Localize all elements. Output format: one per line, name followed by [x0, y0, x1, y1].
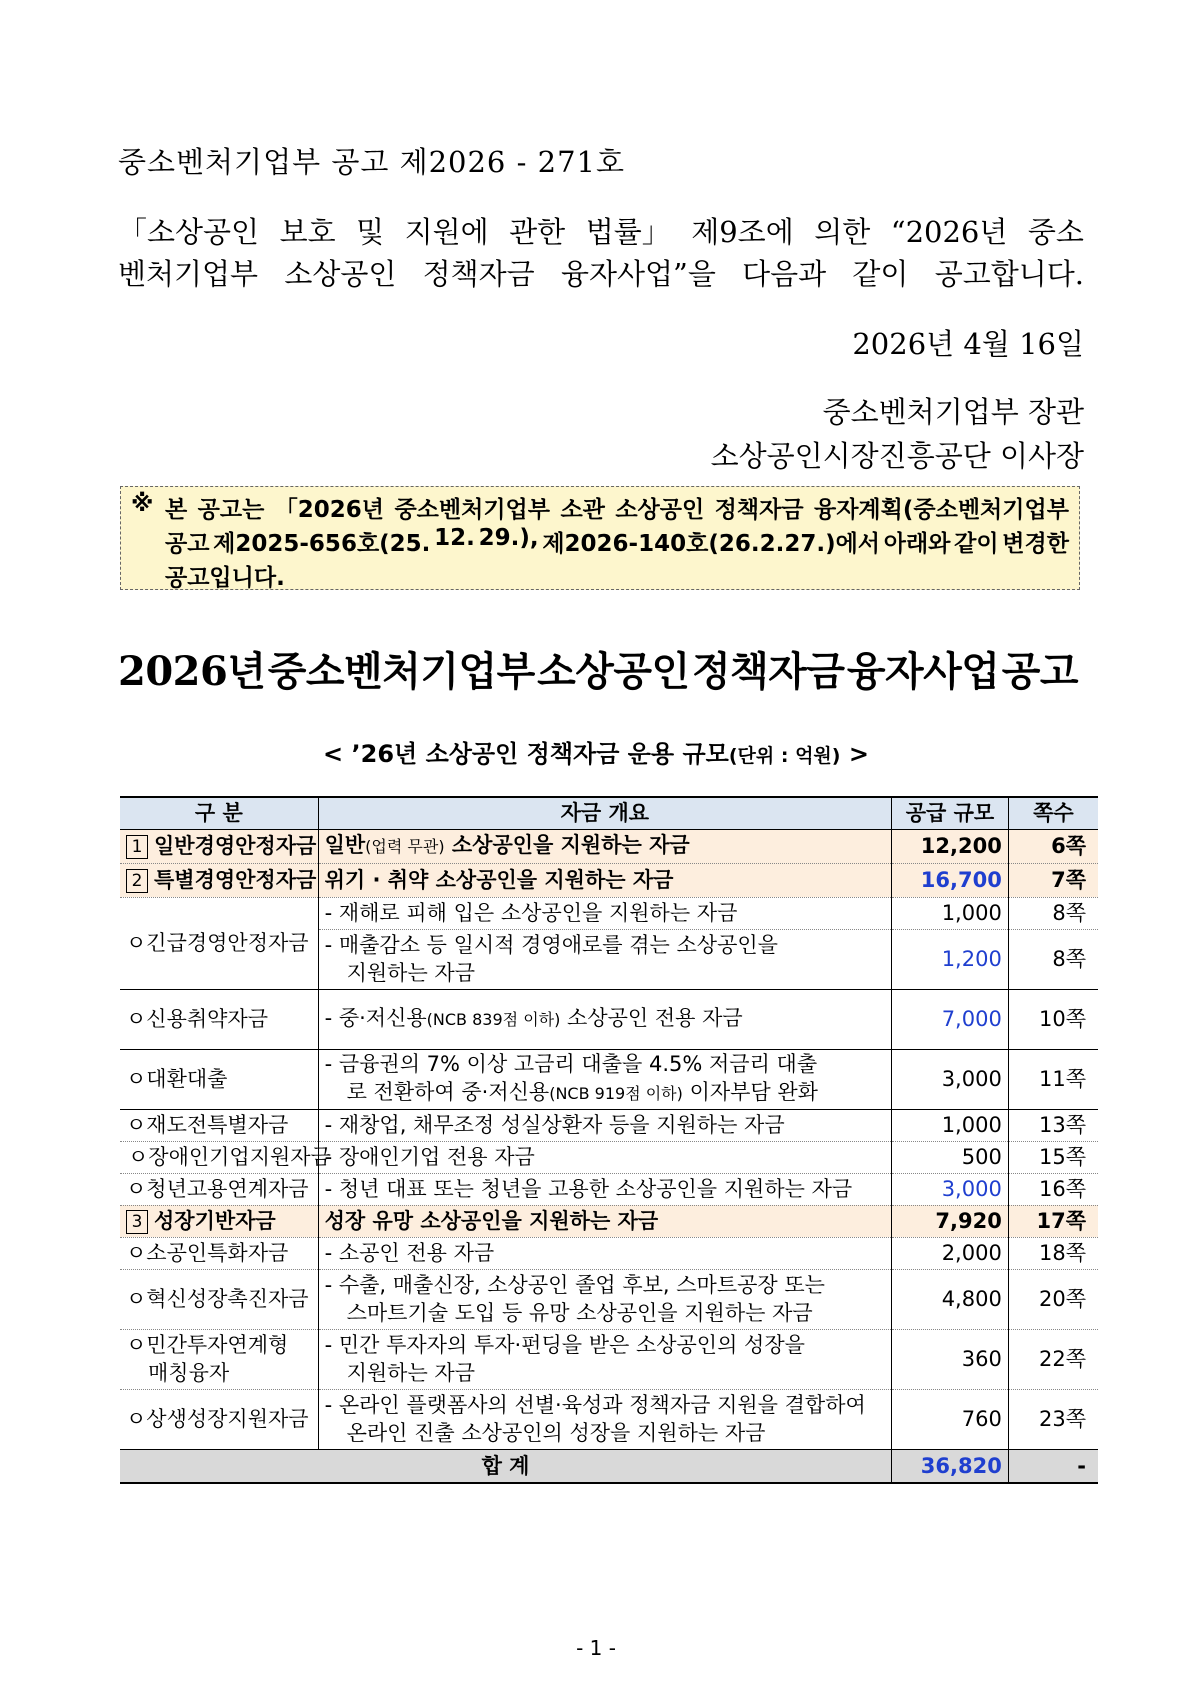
intro-word: 같이	[852, 257, 909, 291]
item-desc: - 재해로 피해 입은 소상공인을 지원하는 자금	[318, 897, 891, 929]
note-line-3: 공고입니다.	[165, 565, 285, 591]
intro-word: 의한	[814, 215, 871, 249]
note-word: 중소벤처기업부	[394, 497, 550, 523]
page-cell: 8쪽	[1008, 929, 1098, 989]
note-word: 「2026년	[274, 497, 385, 523]
intro-word: 관한	[509, 215, 566, 249]
table-row	[120, 1329, 1098, 1389]
item-desc	[318, 1049, 891, 1109]
title-word: 정책자금	[691, 648, 845, 695]
caption-text: < ’26년 소상공인 정책자금 운용 규모	[323, 740, 729, 768]
intro-line-2	[118, 252, 1084, 293]
note-word: 제2025-656호(25.	[213, 531, 431, 557]
table-row	[120, 1269, 1098, 1329]
issue-date: 2026년 4월 16일	[852, 327, 1084, 361]
amendment-note-box	[120, 486, 1080, 590]
category-name	[120, 863, 318, 897]
intro-word: 다음과	[742, 257, 827, 291]
header-overview: 자금 개요	[318, 797, 891, 829]
intro-word: 법률」	[585, 215, 671, 249]
table-row	[120, 989, 1098, 1049]
category-number: 3	[126, 1210, 148, 1234]
caption-end: >	[848, 740, 869, 768]
page-cell: 10쪽	[1008, 989, 1098, 1049]
note-word: 29.),	[478, 525, 539, 551]
table-total-row	[120, 1449, 1098, 1483]
item-name: ㅇ재도전특별자금	[120, 1109, 318, 1141]
item-desc	[318, 989, 891, 1049]
intro-word: 소상공인	[284, 257, 397, 291]
page-cell: 18쪽	[1008, 1237, 1098, 1269]
intro-word: 융자사업”을	[560, 257, 716, 291]
total-amount: 36,820	[892, 1449, 1009, 1483]
table-row-category-3	[120, 1205, 1098, 1237]
header-page: 쪽수	[1008, 797, 1098, 829]
page-cell: 17쪽	[1008, 1205, 1098, 1237]
page-cell: 11쪽	[1008, 1049, 1098, 1109]
amount-cell: 500	[892, 1141, 1009, 1173]
table-row	[120, 1049, 1098, 1109]
title-word: 소상공인	[537, 648, 690, 695]
title-word: 중소벤처기업부	[267, 648, 535, 695]
title-word: 융자사업	[846, 648, 1000, 695]
table-row-category-2	[120, 863, 1098, 897]
header-amount: 공급 규모	[892, 797, 1009, 829]
desc-line: 스마트기술 도입 등 유망 소상공인을 지원하는 자금	[346, 1301, 813, 1325]
intro-word: 보호	[279, 215, 336, 249]
note-word: 변경한	[1002, 531, 1069, 557]
intro-word: “2026년	[890, 215, 1008, 249]
intro-word: 및	[356, 215, 385, 249]
amount-cell: 3,000	[892, 1049, 1009, 1109]
note-word: 제2026-140호(26.2.27.)에서	[542, 531, 881, 557]
item-name: ㅇ상생성장지원자금	[120, 1389, 318, 1449]
name-line: 매칭융자	[148, 1361, 230, 1385]
category-number: 2	[126, 869, 148, 893]
page-cell: 13쪽	[1008, 1109, 1098, 1141]
amount-cell: 1,000	[892, 897, 1009, 929]
note-line-1	[165, 491, 1069, 524]
desc-line	[325, 1078, 885, 1108]
amount-cell: 3,000	[892, 1173, 1009, 1205]
amount-cell: 760	[892, 1389, 1009, 1449]
category-name	[120, 1205, 318, 1237]
total-label: 합 계	[120, 1449, 892, 1483]
name-line: ㅇ민간투자연계형	[126, 1333, 289, 1357]
amount-cell: 12,200	[892, 829, 1009, 863]
item-name: ㅇ대환대출	[120, 1049, 318, 1109]
item-desc: - 소공인 전용 자금	[318, 1237, 891, 1269]
item-desc	[318, 929, 891, 989]
table-header-row	[120, 797, 1098, 829]
category-name	[120, 829, 318, 863]
page-cell: 15쪽	[1008, 1141, 1098, 1173]
desc-part: 이자부담 완화	[682, 1080, 818, 1104]
notice-number: 중소벤처기업부 공고 제2026 - 271호	[118, 145, 625, 179]
item-desc	[318, 1389, 891, 1449]
category-desc	[318, 829, 891, 863]
page-number: - 1 -	[576, 1636, 616, 1660]
desc-line: - 수출, 매출신장, 소상공인 졸업 후보, 스마트공장 또는	[324, 1273, 825, 1297]
intro-word: 제9조에	[691, 215, 794, 249]
note-line-2	[165, 525, 1069, 558]
table-row-category-1	[120, 829, 1098, 863]
title-word: 공고	[1001, 648, 1078, 695]
item-desc	[318, 1269, 891, 1329]
category-desc: 위기 · 취약 소상공인을 지원하는 자금	[318, 863, 891, 897]
title-word: 2026년	[118, 648, 266, 695]
caption-unit: (단위 : 억원)	[728, 745, 841, 767]
desc-part: - 중·저신용	[324, 1006, 427, 1030]
desc-part: 소상공인 전용 자금	[560, 1006, 743, 1030]
item-name: ㅇ혁신성장촉진자금	[120, 1269, 318, 1329]
desc-line: - 매출감소 등 일시적 경영애로를 겪는 소상공인을	[324, 933, 778, 957]
amount-cell: 16,700	[892, 863, 1009, 897]
item-name: ㅇ소공인특화자금	[120, 1237, 318, 1269]
item-desc: - 청년 대표 또는 청년을 고용한 소상공인을 지원하는 자금	[318, 1173, 891, 1205]
intro-word: 정책자금	[422, 257, 535, 291]
page-cell: 8쪽	[1008, 897, 1098, 929]
table-row	[120, 1141, 1098, 1173]
page-title	[118, 640, 1078, 697]
item-desc: - 재창업, 채무조정 성실상환자 등을 지원하는 자금	[318, 1109, 891, 1141]
note-word: 같이	[954, 531, 999, 557]
desc-note: (업력 무관)	[365, 837, 445, 856]
total-page: -	[1008, 1449, 1098, 1483]
category-label: 성장기반자금	[154, 1209, 276, 1233]
note-word: 공고는	[197, 497, 265, 523]
note-word: 아래와	[883, 531, 951, 557]
desc-line: - 온라인 플랫폼사의 선별·육성과 정책자금 지원을 결합하여	[324, 1393, 866, 1417]
note-word: 정책자금	[714, 497, 804, 523]
table-row	[120, 1109, 1098, 1141]
category-desc: 성장 유망 소상공인을 지원하는 자금	[318, 1205, 891, 1237]
amount-cell: 1,000	[892, 1109, 1009, 1141]
note-word: 소관	[560, 497, 605, 523]
intro-word: 지원에	[404, 215, 489, 249]
item-desc: - 장애인기업 전용 자금	[318, 1141, 891, 1173]
desc-line: 온라인 진출 소상공인의 성장을 지원하는 자금	[346, 1421, 766, 1445]
note-word: 공고	[165, 531, 210, 557]
intro-word: 중소	[1027, 215, 1084, 249]
desc-line: 지원하는 자금	[346, 961, 475, 985]
fund-table	[120, 796, 1098, 1484]
page-cell: 16쪽	[1008, 1173, 1098, 1205]
desc-line: - 민간 투자자의 투자·펀딩을 받은 소상공인의 성장을	[324, 1333, 805, 1357]
intro-line-1	[118, 210, 1084, 251]
category-number: 1	[126, 835, 148, 859]
header-category: 구 분	[120, 797, 318, 829]
page-cell: 6쪽	[1008, 829, 1098, 863]
amount-cell: 2,000	[892, 1237, 1009, 1269]
desc-part: 로 전환하여 중·저신용	[346, 1080, 550, 1104]
desc-line: - 금융권의 7% 이상 고금리 대출을 4.5% 저금리 대출	[324, 1052, 818, 1076]
note-word: 융자계획(중소벤처기업부	[814, 497, 1069, 523]
note-word: 소상공인	[615, 497, 705, 523]
table-row	[120, 1237, 1098, 1269]
reference-mark-icon: ※	[131, 491, 154, 517]
page-cell: 22쪽	[1008, 1329, 1098, 1389]
item-name	[120, 1329, 318, 1389]
page-cell: 23쪽	[1008, 1389, 1098, 1449]
issuer-minister: 중소벤처기업부 장관	[822, 395, 1084, 429]
page-cell: 7쪽	[1008, 863, 1098, 897]
note-word: 12.	[434, 525, 475, 551]
desc-part: 일반	[324, 833, 366, 857]
amount-cell: 4,800	[892, 1269, 1009, 1329]
desc-note: (NCB 839점 이하)	[426, 1010, 561, 1029]
desc-note: (NCB 919점 이하)	[549, 1084, 683, 1103]
item-desc	[318, 1329, 891, 1389]
intro-word: 벤처기업부	[118, 257, 259, 291]
item-name: ㅇ신용취약자금	[120, 989, 318, 1049]
amount-cell: 360	[892, 1329, 1009, 1389]
table-row	[120, 897, 1098, 929]
amount-cell: 7,000	[892, 989, 1009, 1049]
table-row	[120, 1173, 1098, 1205]
issuer-agency: 소상공인시장진흥공단 이사장	[710, 439, 1084, 473]
table-row	[120, 1389, 1098, 1449]
table-caption	[0, 734, 1192, 769]
amount-cell: 7,920	[892, 1205, 1009, 1237]
intro-word: 공고합니다.	[934, 257, 1084, 291]
amount-cell: 1,200	[892, 929, 1009, 989]
page-cell: 20쪽	[1008, 1269, 1098, 1329]
desc-part: 소상공인을 지원하는 자금	[444, 833, 690, 857]
intro-word: 「소상공인	[118, 215, 260, 249]
item-name: ㅇ긴급경영안정자금	[120, 897, 318, 989]
category-label: 일반경영안정자금	[154, 834, 317, 858]
note-word: 본	[165, 497, 188, 523]
desc-line: 지원하는 자금	[346, 1361, 475, 1385]
category-label: 특별경영안정자금	[154, 868, 317, 892]
item-name: ㅇ청년고용연계자금	[120, 1173, 318, 1205]
item-name: ㅇ장애인기업지원자금	[120, 1141, 318, 1173]
